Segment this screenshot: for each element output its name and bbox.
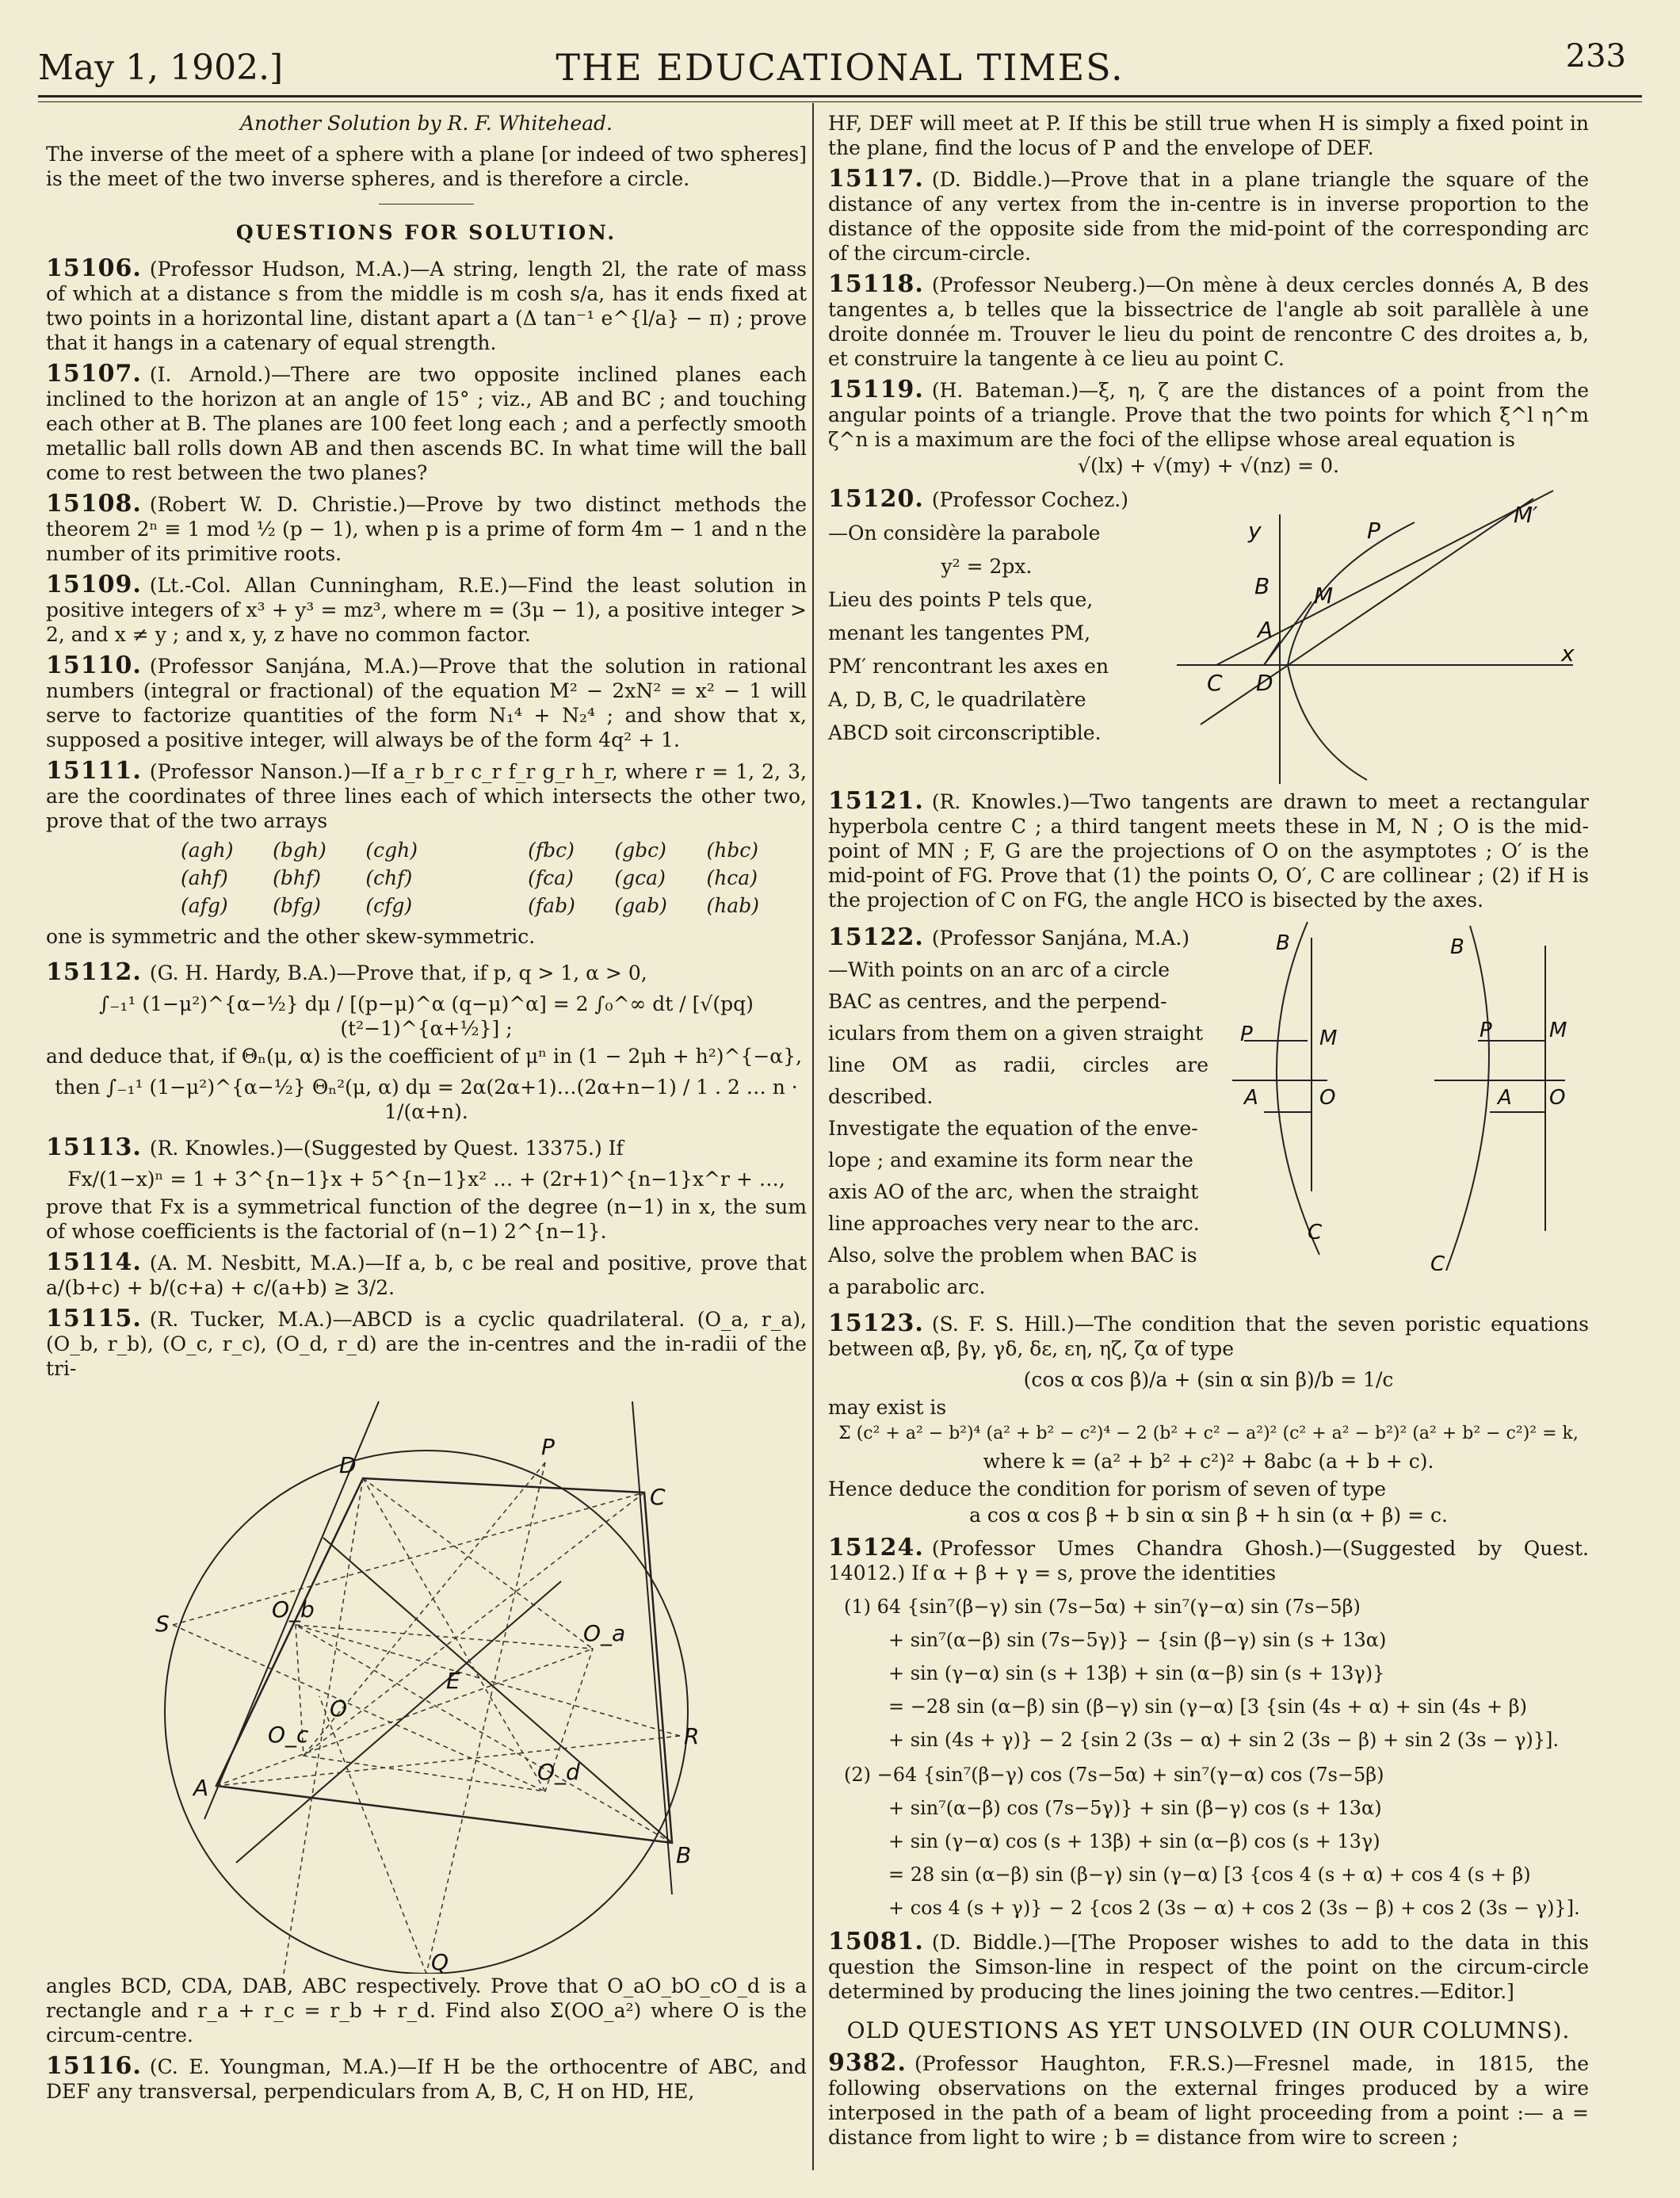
fig-label-M1: M (1319, 1026, 1338, 1050)
equation: then ∫₋₁¹ (1−μ²)^{α−½} Θₙ²(μ, α) dμ = 2α(2α+1)…(2α+n−1) / 1 . 2 … n · 1/(α+n). (55, 1076, 798, 1123)
fig-label-Ob: O_b (272, 1596, 315, 1623)
fig-label-A2: A (1498, 1086, 1512, 1110)
equation: (cos α cos β)/a + (sin α sin β)/b = 1/c (1023, 1368, 1394, 1391)
question-number: 15113. (46, 1133, 142, 1161)
fig-label-A1: A (1244, 1086, 1258, 1110)
section-title: QUESTIONS FOR SOLUTION. (235, 221, 617, 244)
question-number: 15108. (46, 490, 142, 518)
question-15116: 15116. (C. E. Youngman, M.A.)—If H be the orthocentre of ABC, and DEF any transversal, perpendiculars from A, B, C, H on HD, HE, (46, 2052, 807, 2103)
question-15112: 15112. (G. H. Hardy, B.A.)—Prove that, if p, q > 1, α > 0, (46, 958, 647, 986)
page-header (38, 32, 1642, 87)
fig-label-R: R (684, 1723, 700, 1749)
page-number: 233 (1565, 38, 1626, 75)
q15115-after: angles BCD, CDA, DAB, ABC respectively. Prove that O_aO_bO_cO_d is a rectangle and r_a + r_c = r_b + r_d. Find also Σ(OO_a²) where O is the circum-centre. (46, 1974, 807, 2047)
right-column (828, 111, 1589, 2156)
issue-date: May 1, 1902.] (38, 48, 284, 88)
fig-label-P2: P (1480, 1019, 1492, 1042)
identities: (1) 64 {sin⁷(β−γ) sin (7s−5α) + sin⁷(γ−α) sin (7s−5β) + sin⁷(α−β) sin (7s−5γ)} − {sin (β−γ) sin (s + 13α) + sin (γ−α) sin (s + 13β) + sin (α−β) sin (s + 13γ)} = −28 sin (α−β) sin (β−γ) sin (γ−α) [3 {sin (4s + α) + sin (4s + β) + sin (4s + γ)} − 2 {sin 2 (3s − α) + sin 2 (3s − β) + sin 2 (3s − γ)}]. (2) −64 {sin⁷(β−γ) cos (7s−5α) + sin⁷(γ−α) cos (7s−5β) + sin⁷(α−β) cos (7s−5γ)} + sin (β−γ) cos (s + 13α) + sin (γ−α) cos (s + 13β) + sin (α−β) cos (s + 13γ) = 28 sin (α−β) sin (β−γ) sin (γ−α) [3 {cos 4 (s + α) + cos 4 (s + β) + cos 4 (s + γ)} − 2 {cos 2 (3s − α) + cos 2 (3s − β) + cos 2 (3s − γ)}]. (844, 1596, 1580, 1919)
question-15124: 15124. (Professor Umes Chandra Ghosh.)—(Suggested by Quest. 14012.) If α + β + γ = s, prove the identities (828, 1534, 1589, 1584)
header-rule-thin (38, 101, 1642, 102)
fig-label-y: y (1248, 518, 1262, 544)
inverse-paragraph: The inverse of the meet of a sphere with a plane [or indeed of two spheres] is the meet of the two inverse spheres, and is therefore a circle. (46, 143, 807, 190)
journal-title: THE EDUCATIONAL TIMES. (556, 46, 1124, 89)
q15112-mid: and deduce that, if Θₙ(μ, α) is the coefficient of μⁿ in (1 − 2μh + h²)^{−α}, (46, 1045, 803, 1068)
fig-label-Oc: O_c (268, 1722, 309, 1748)
question-number: 15081. (828, 1928, 924, 1955)
fig-label-M: M (1314, 583, 1334, 609)
question-number: 15118. (828, 270, 924, 298)
fig-label-P1: P (1240, 1023, 1253, 1046)
equation: √(lx) + √(my) + √(nz) = 0. (1078, 454, 1339, 477)
equation: where k = (a² + b² + c²)² + 8abc (a + b + c). (983, 1450, 1434, 1473)
q15123-mid: may exist is (828, 1396, 947, 1419)
question-15107: 15107. (I. Arnold.)—There are two opposite inclined planes each inclined to the horizon at an angle of 15° ; viz., AB and BC ; and touching each other at B. The planes are 100 feet long each ; and a perfectly smooth metallic ball rolls down AB and then ascends BC. In what time will the ball come to rest between the two planes? (46, 360, 807, 484)
figure-arcs (1232, 922, 1589, 1271)
question-15111: 15111. (Professor Nanson.)—If a_r b_r c_r f_r g_r h_r, where r = 1, 2, 3, are the coordinates of three lines each of which intersects the other two, prove that of the two arrays (46, 757, 807, 832)
question-9382: 9382. (Professor Haughton, F.R.S.)—Fresnel made, in 1815, the following observations on the external fringes produced by a wire interposed in the path of a beam of light proceeding from a point :— a = distance from light to wire ; b = distance from wire to screen ; (828, 2049, 1589, 2149)
question-number: 15107. (46, 360, 142, 388)
q15123-tail: Hence deduce the condition for porism of seven of type (828, 1477, 1387, 1500)
fig-label-P: P (1367, 518, 1380, 544)
fig-label-A: A (1258, 617, 1273, 643)
equation: ∫₋₁¹ (1−μ²)^{α−½} dμ / [(p−μ)^α (q−μ)^α] = 2 ∫₀^∞ dt / [√(pq) (t²−1)^{α+½}] ; (99, 992, 754, 1040)
equation: Fx/(1−x)ⁿ = 1 + 3^{n−1}x + 5^{n−1}x² … + (2r+1)^{n−1}x^r + …, (67, 1168, 785, 1191)
another-solution-heading: Another Solution by R. F. Whitehead. (240, 112, 613, 135)
equation: a cos α cos β + b sin α sin β + h sin (α + β) = c. (969, 1504, 1448, 1527)
fig-label-Q: Q (431, 1949, 449, 1974)
question-number: 15115. (46, 1305, 142, 1332)
question-15118: 15118. (Professor Neuberg.)—On mène à deux cercles donnés A, B des tangentes a, b telles que la bissectrice de l'angle ab soit parallèle à une droite donnée m. Trouver le lieu du point de rencontre C des droites a, b, et construire la tangente à ce lieu au point C. (828, 270, 1589, 370)
question-number: 15124. (828, 1534, 924, 1562)
question-15106: 15106. (Professor Hudson, M.A.)—A string, length 2l, the rate of mass of which at a distance s from the middle is m cosh s/a, has it ends fixed at two points in a horizontal line, distant apart a (Δ tan⁻¹ e^{l/a} − π) ; prove that it hangs in a catenary of equal strength. (46, 254, 807, 354)
question-number: 15106. (46, 254, 142, 282)
fig-label-C1: C (1308, 1221, 1323, 1244)
question-15116-cont: HF, DEF will meet at P. If this be still true when H is simply a fixed point in the plane, find the locus of P and the envelope of DEF. (828, 112, 1589, 159)
header-rule (38, 95, 1642, 97)
question-15117: 15117. (D. Biddle.)—Prove that in a plane triangle the square of the distance of any vertex from the in-centre is in inverse proportion to the distance of the opposite side from the mid-point of the corresponding arc of the circum-circle. (828, 165, 1589, 265)
fig-label-B2: B (1450, 935, 1464, 959)
array-grid: (agh) (bgh) (cgh) (fbc) (gbc) (hbc) (ahf) (bhf) (chf) (fca) (gca) (hca) (afg) (bfg) (cfg) (fab) (gab) (hab) (181, 839, 759, 917)
question-number: 15114. (46, 1248, 142, 1276)
question-15114: 15114. (A. M. Nesbitt, M.A.)—If a, b, c be real and positive, prove that a/(b+c) + b/(c+a) + c/(a+b) ≥ 3/2. (46, 1248, 807, 1299)
question-15119: 15119. (H. Bateman.)—ξ, η, ζ are the distances of a point from the angular points of a triangle. Prove that the two points for which ξ^l η^m ζ^n is a maximum are the foci of the ellipse whose areal equation is (828, 376, 1589, 451)
fig-label-O: O (330, 1695, 348, 1722)
fig-label-Od: O_d (537, 1759, 580, 1785)
fig-label-C: C (1207, 670, 1223, 696)
question-number: 15110. (46, 652, 142, 679)
question-15110: 15110. (Professor Sanjána, M.A.)—Prove that the solution in rational numbers (integral or fractional) of the equation M² − 2xN² = x² − 1 will serve to factorize quantities of the form N₁⁴ + N₂⁴ ; and show that x, supposed a positive integer, will always be of the form 4q² + 1. (46, 652, 807, 751)
left-column (46, 111, 807, 2110)
fig-label-C2: C (1430, 1252, 1445, 1271)
question-number: 15112. (46, 958, 142, 986)
question-number: 15122. (828, 923, 924, 951)
question-number: 15121. (828, 787, 924, 815)
fig-label-A: A (193, 1775, 209, 1801)
question-number: 15109. (46, 571, 142, 598)
fig-label-O1: O (1319, 1086, 1336, 1110)
fig-label-D: D (1256, 670, 1273, 696)
q15111-tail: one is symmetric and the other skew-symmetric. (46, 925, 536, 948)
equation: Σ (c² + a² − b²)⁴ (a² + b² − c²)⁴ − 2 (b² + c² − a²)² (c² + a² − b²)² (a² + b² − c²)² = k, (838, 1424, 1579, 1443)
question-number: 15119. (828, 376, 924, 403)
question-15115: 15115. (R. Tucker, M.A.)—ABCD is a cyclic quadrilateral. (O_a, r_a), (O_b, r_b), (O_c, r_c), (O_d, r_d) are the in-centres and the in-radii of the tri- (46, 1305, 807, 1380)
question-15109: 15109. (Lt.-Col. Allan Cunningham, R.E.)—Find the least solution in positive integers of x³ + y³ = mz³, where m = (3μ − 1), a positive integer > 2, and x ≠ y ; and x, y, z have no common factor. (46, 571, 808, 646)
fig-label-B: B (1254, 573, 1270, 599)
fig-label-P: P (541, 1434, 555, 1460)
fig-label-Mprime: M′ (1514, 502, 1538, 528)
question-number: 15117. (828, 165, 924, 193)
fig-label-M2: M (1549, 1019, 1567, 1042)
question-15122: 15122. (Professor Sanjána, M.A.) —With points on an arc of a circle BAC as centres, and the perpend- iculars from them on a given straight line OM as radii, circles are described. Investigate the equation of the enve- lope ; and examine its form near the axis AO of the arc, when the straight line approaches very near to the arc. Also, solve the problem when BAC is a parabolic arc. B P M A O C B P M A O C (828, 922, 1589, 1303)
fig-label-B1: B (1276, 931, 1290, 955)
question-number: 15111. (46, 757, 142, 785)
question-15108: 15108. (Robert W. D. Christie.)—Prove by two distinct methods the theorem 2ⁿ ≡ 1 mod ½ (p − 1), when p is a prime of form 4m − 1 and n the number of its primitive roots. (46, 490, 807, 565)
question-15123: 15123. (S. F. S. Hill.)—The condition that the seven poristic equations between αβ, βγ, γδ, δε, εη, ηζ, ζα of type (828, 1309, 1589, 1360)
question-15081: 15081. (D. Biddle.)—[The Proposer wishes to add to the data in this question the Simson-line in respect of the point on the circum-circle determined by producing the lines joining the two centres.—Editor.] (828, 1928, 1589, 2003)
fig-label-D: D (339, 1452, 357, 1478)
fig-label-E: E (446, 1668, 460, 1694)
old-questions-title: OLD QUESTIONS AS YET UNSOLVED (IN OUR COLUMNS). (846, 2017, 1571, 2043)
question-15113: 15113. (R. Knowles.)—(Suggested by Quest. 13375.) If (46, 1133, 624, 1161)
fig-label-x: x (1561, 640, 1575, 667)
fig-label-Oa: O_a (583, 1620, 626, 1646)
separator (379, 204, 474, 205)
fig-label-S: S (155, 1611, 170, 1637)
column-divider (812, 103, 814, 2170)
question-number: 15116. (46, 2052, 142, 2080)
fig-label-C: C (650, 1484, 666, 1510)
figure-parabola (1169, 483, 1581, 784)
question-number: 15120. (828, 485, 924, 513)
fig-label-O2: O (1549, 1086, 1566, 1110)
figure-cyclic-quadrilateral (46, 1387, 807, 1974)
q15113-tail: prove that Fx is a symmetrical function of the degree (n−1) in x, the sum of whose coefficients is the factorial of (n−1) 2^{n−1}. (46, 1195, 807, 1243)
question-15120: 15120. (Professor Cochez.) —On considère la parabole y² = 2px. Lieu des points P tels que, menant les tangentes PM, PM′ rencontrant les axes en A, D, B, C, le quadrilatère ABCD soit circonscriptible. y P M′ B M A C D x (828, 483, 1589, 784)
question-number: 9382. (828, 2049, 907, 2077)
question-15121: 15121. (R. Knowles.)—Two tangents are drawn to meet a rectangular hyperbola centre C ; a third tangent meets these in M, N ; O is the mid-point of MN ; F, G are the projections of O on the asymptotes ; O′ is the mid-point of FG. Prove that (1) the points O, O′, C are collinear ; (2) if H is the projection of C on FG, the angle HCO is bisected by the axes. (828, 787, 1589, 912)
question-number: 15123. (828, 1309, 924, 1337)
fig-label-B: B (676, 1842, 692, 1868)
